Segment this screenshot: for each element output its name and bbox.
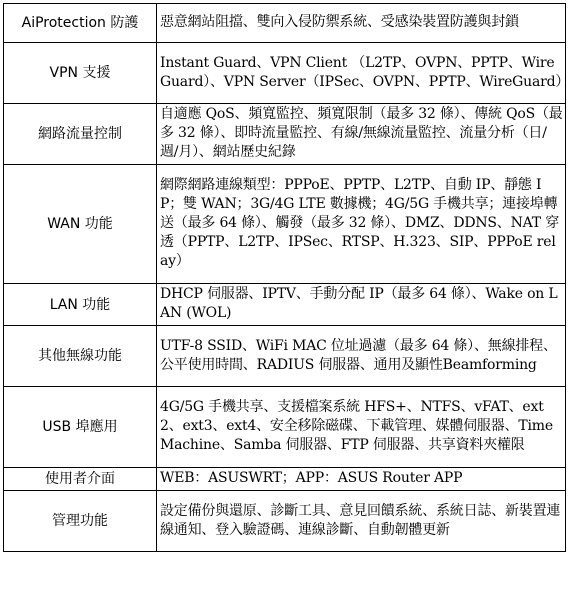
- spec-row-vpn: [4, 43, 566, 104]
- spec-label: WAN 功能: [4, 165, 157, 284]
- spec-row-wireless: [4, 326, 566, 387]
- spec-row-aiprotection: [4, 4, 566, 43]
- spec-value: 網際網路連線類型：PPPoE、PPTP、L2TP、自動 IP、靜態 IP；雙 WAN；3G/4G LTE 數據機；4G/5G 手機共享；連接埠轉送（最多 64 條）、觸發（最多 32 條）、DMZ、DDNS、NAT 穿透（PPTP、L2TP、IPSec、RTSP、H.323、SIP、PPPoE relay）: [157, 165, 566, 284]
- spec-table: [3, 3, 570, 552]
- spec-label: 使用者介面: [4, 468, 157, 491]
- spec-value: Instant Guard、VPN Client （L2TP、OVPN、PPTP、WireGuard）、VPN Server（IPSec、OVPN、PPTP、WireGuard）: [157, 43, 566, 104]
- spec-value: UTF-8 SSID、WiFi MAC 位址過濾（最多 64 條）、無線排程、公平使用時間、RADIUS 伺服器、通用及顯性Beamforming: [157, 326, 566, 387]
- spec-value: DHCP 伺服器、IPTV、手動分配 IP（最多 64 條）、Wake on LAN (WOL): [157, 284, 566, 326]
- spec-value: 惡意網站阻擋、雙向入侵防禦系統、受感染裝置防護與封鎖: [157, 4, 566, 43]
- spec-label: 網路流量控制: [4, 104, 157, 165]
- spec-value: 4G/5G 手機共享、支援檔案系統 HFS+、NTFS、vFAT、ext2、ext3、ext4、安全移除磁碟、下載管理、媒體伺服器、Time Machine、Samba 伺服器、FTP 伺服器、共享資料夾權限: [157, 387, 566, 468]
- spec-row-lan: [4, 284, 566, 326]
- spec-label: USB 埠應用: [4, 387, 157, 468]
- spec-value: 自適應 QoS、頻寬監控、頻寬限制（最多 32 條）、傳統 QoS（最多 32 條）、即時流量監控、有線/無線流量監控、流量分析（日/週/月）、網站歷史紀錄: [157, 104, 566, 165]
- spec-label: VPN 支援: [4, 43, 157, 104]
- spec-value: WEB：ASUSWRT；APP：ASUS Router APP: [157, 468, 566, 491]
- spec-label: 其他無線功能: [4, 326, 157, 387]
- spec-label: AiProtection 防護: [4, 4, 157, 43]
- spec-label: 管理功能: [4, 491, 157, 552]
- spec-row-ui: [4, 468, 566, 491]
- spec-row-traffic-control: [4, 104, 566, 165]
- spec-row-usb: [4, 387, 566, 468]
- spec-row-wan: [4, 165, 566, 284]
- spec-value: 設定備份與還原、診斷工具、意見回饋系統、系統日誌、新裝置連線通知、登入驗證碼、連線診斷、自動韌體更新: [157, 491, 566, 552]
- spec-label: LAN 功能: [4, 284, 157, 326]
- spec-row-management: [4, 491, 566, 552]
